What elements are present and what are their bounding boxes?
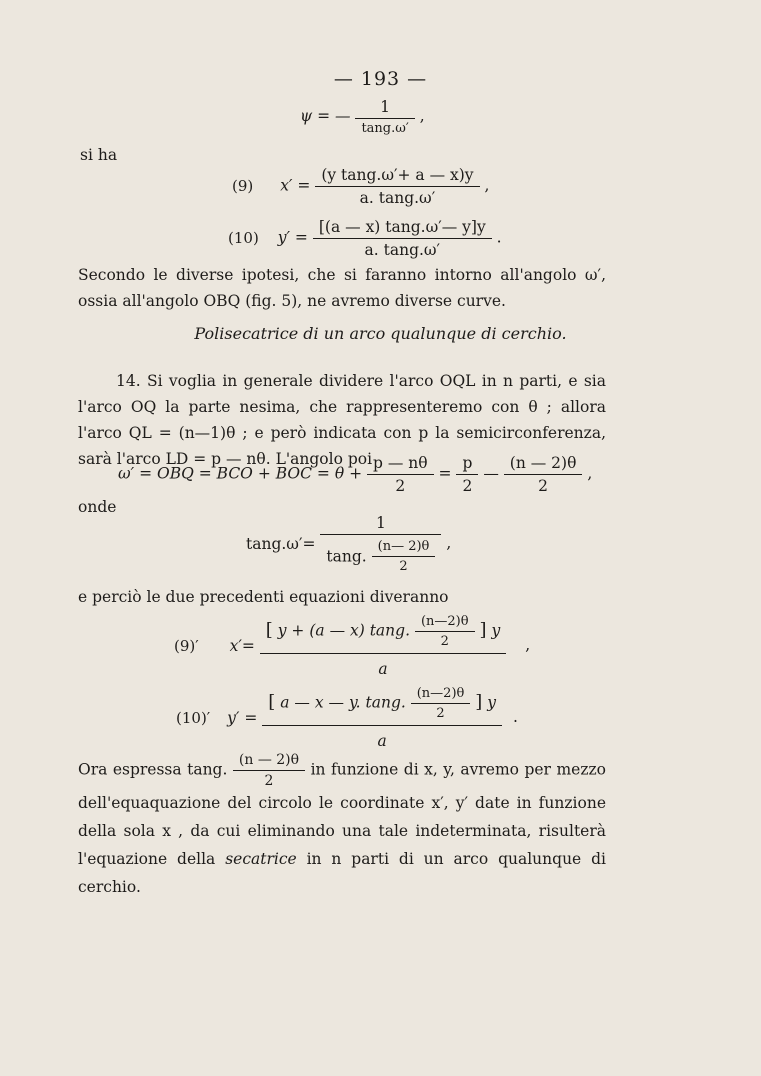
paragraph-ipotesi: Secondo le diverse ipotesi, che si faranno intorno all'angolo ω′, ossia all'angolo OBQ (fig. 5), ne avremo diverse curve.	[78, 266, 606, 310]
equation-10-fraction: $\frac{[(a — x) \tan g.\omega'— y]y}{a. \tan g.\omega'}$	[313, 218, 492, 259]
equation-omega-fraction-2: $\frac{p}{2}$	[456, 454, 478, 495]
equation-10-prime: (10)′ y′ = [ a — x — y. tang. $\frac{(n—2)\theta}{2}$ ] y a .	[176, 686, 518, 750]
equation-9-prime-fraction: [ y + (a — x) tang. $\frac{(n—2)\theta}{2}$ ] y a	[260, 614, 506, 678]
equation-psi-fraction: $\frac{1}{\tan g.\omega'}$	[355, 98, 414, 136]
onde-text: onde	[78, 498, 117, 516]
page-number: — 193 —	[333, 68, 428, 90]
equation-10-label: (10)	[228, 228, 259, 247]
paragraph-ora: Ora espressa tang. $\frac{(n — 2)\theta}{2}$ in funzione di x, y, avremo per mezzo dell'equaquazione del circolo le coordinate x′, y′ date in funzione della sola x , da cui eliminando una tale indeterminata, risulterà l'equazione della secatrice in n parti di un arco qualunque di cerchio.	[78, 752, 606, 896]
equation-omega-fraction-3: $\frac{(n — 2)\theta}{2}$	[504, 454, 583, 495]
si-ha-text: si ha	[80, 146, 118, 164]
equation-10: (10) y′ = $\frac{[(a — x) \tan g.\omega'— y]y}{a. \tan g.\omega'}$ .	[228, 218, 502, 259]
equation-tang-omega: tang.ω′= 1 tang. $\frac{(n— 2)\theta}{2}$ ,	[246, 514, 452, 574]
equation-10-prime-fraction: [ a — x — y. tang. $\frac{(n—2)\theta}{2}$ ] y a	[262, 686, 502, 750]
paragraph-ora-fraction: $\frac{(n — 2)\theta}{2}$	[233, 752, 305, 789]
equation-9-label: (9)	[232, 176, 254, 195]
paragraph-14: 14. Si voglia in generale dividere l'arco OQL in n parti, e sia l'arco OQ la parte nesima, che rappresenteremo con θ ; allora l'arco QL = (n—1)θ ; e però indicata con p la semicirconferenza, sarà l'arco LD = p — nθ. L'angolo poi	[78, 372, 606, 468]
equation-psi: ψ = — $\frac{1}{\tan g.\omega'}$ ,	[300, 98, 425, 136]
equation-omega: ω′ = OBQ = BCO + BOC = θ + $\frac{p — n\theta}{2}$ = $\frac{p}{2}$ — $\frac{(n — 2)\theta}{2}$ ,	[118, 454, 593, 495]
equation-9-fraction: $\frac{\text{(y tang.ω′+ a — x)y}}{a. \tan g.\omega'}$	[315, 166, 479, 207]
equation-omega-fraction-1: $\frac{p — n\theta}{2}$	[367, 454, 434, 495]
equation-9-prime: (9)′ x′= [ y + (a — x) tang. $\frac{(n—2)\theta}{2}$ ] y a ,	[174, 614, 531, 678]
section-title: Polisecatrice di un arco qualunque di cerchio.	[194, 324, 567, 343]
percio-text: e perciò le due precedenti equazioni diveranno	[78, 588, 449, 606]
equation-psi-lhs: ψ = —	[300, 107, 351, 125]
equation-tang-fraction: 1 tang. $\frac{(n— 2)\theta}{2}$	[320, 514, 441, 574]
equation-9: (9) x′ = $\frac{\text{(y tang.ω′+ a — x)y}}{a. \tan g.\omega'}$ ,	[232, 166, 490, 207]
